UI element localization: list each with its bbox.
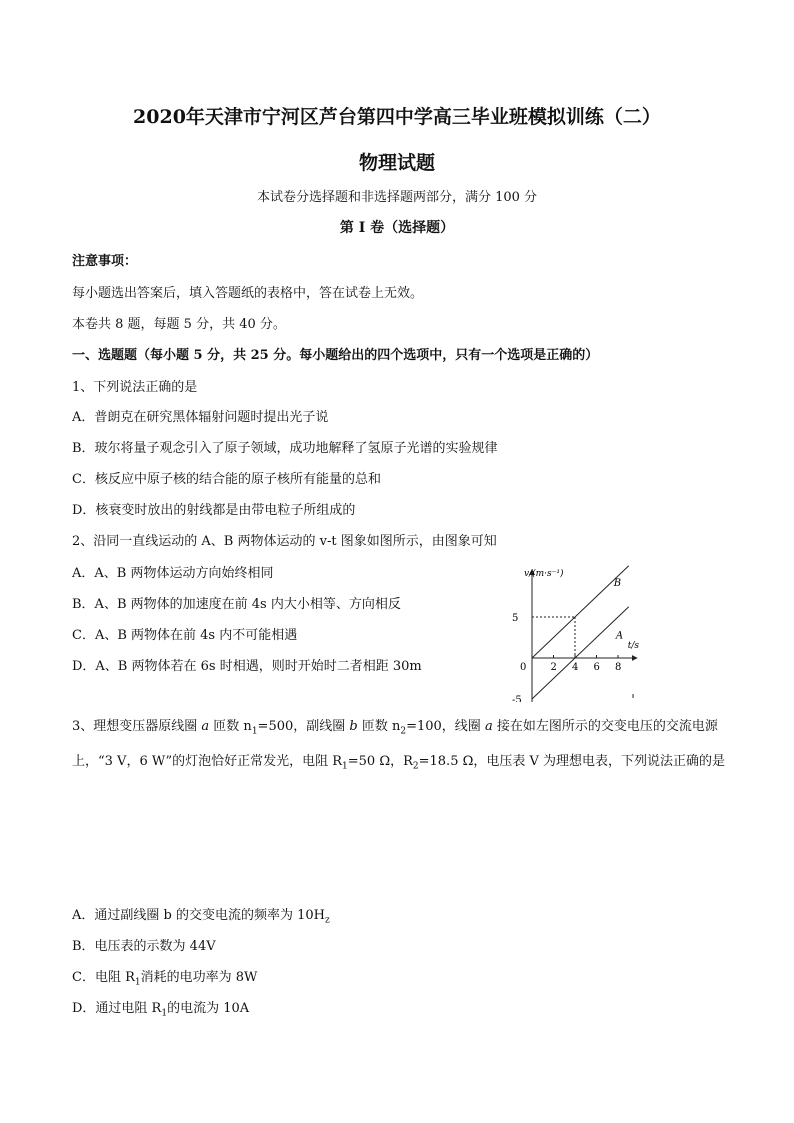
q3-option-c-post: 消耗的电功率为 8W (140, 970, 258, 985)
exam-intro: 本试卷分选择题和非选择题两部分，满分 100 分 (256, 190, 538, 205)
q3-option-c (72, 966, 257, 988)
q2-option-b: B．A、B 两物体的加速度在前 4s 内大小相等、方向相反 (72, 597, 401, 612)
vt-chart (500, 562, 660, 702)
q3-coil-b: b (349, 719, 358, 734)
q3-text-3: =500，副线圈 (257, 719, 350, 734)
q3-option-d-sub: 1 (161, 1008, 168, 1019)
x-tick-label: 2 (550, 662, 557, 673)
q3-option-b: B．电压表的示数为 44V (72, 939, 216, 954)
subject-title: 物理试题 (358, 152, 435, 174)
notes-line-1: 每小题选出答案后，填入答题纸的表格中，答在试卷上无效。 (72, 286, 424, 301)
q3-text-2: 匝数 n (209, 719, 252, 734)
q3-sub-2: 2 (400, 726, 407, 737)
x-tick-label: 0 (520, 662, 527, 673)
q3-text-6: 接在如左图所示的交变电压的交流电源上，“3 V，6 W”的灯泡恰好正常发光，电阻 R (72, 719, 718, 769)
q3-text-5: =100，线圈 (406, 719, 485, 734)
q3-option-c-sub: 1 (134, 977, 141, 988)
q2-stem: 2、沿同一直线运动的 A、B 两物体运动的 v-t 图象如图所示，由图象可知 (72, 534, 497, 549)
q2-option-a: A．A、B 两物体运动方向始终相同 (72, 566, 274, 581)
part1-heading: 一、选题题（每小题 5 分，共 25 分。每小题给出的四个选项中，只有一个选项是正确的） (72, 348, 599, 363)
x-axis-label: t/s (627, 641, 640, 651)
q3-option-a-sub: z (325, 915, 330, 926)
q3-text-7: =50 Ω，R (347, 753, 413, 769)
q1-option-b: B．玻尔将量子观念引入了原子领域，成功地解释了氢原子光谱的实验规律 (72, 441, 498, 456)
q1-option-c: C．核反应中原子核的结合能的原子核所有能量的总和 (72, 472, 381, 487)
q3-option-a-text: A．通过副线圈 b 的交变电流的频率为 10H (72, 908, 325, 923)
q1-stem: 1、下列说法正确的是 (72, 380, 198, 395)
y-axis-label: v/(m·s⁻¹) (524, 569, 564, 579)
q3-option-a (72, 904, 330, 926)
q3-coil-a2: a (484, 719, 493, 734)
q2-option-c: C．A、B 两物体在前 4s 内不可能相遇 (72, 628, 298, 643)
q1-option-d: D．核衰变时放出的射线都是由带电粒子所组成的 (72, 503, 356, 518)
q3-stem (72, 712, 732, 781)
series-label-b: B (613, 577, 622, 589)
q3-option-c-pre: C．电阻 R (72, 970, 135, 985)
q3-text-8: =18.5 Ω，电压表 V 为理想电表，下列说法正确的是 (418, 753, 726, 769)
notes-line-2: 本卷共 8 题，每题 5 分，共 40 分。 (72, 317, 286, 332)
x-tick-label: 4 (572, 662, 579, 673)
exam-title: 2020年天津市宁河区芦台第四中学高三毕业班模拟训练（二） (133, 106, 661, 128)
q3-coil-a: a (201, 719, 210, 734)
x-tick-label: 6 (593, 662, 600, 673)
notes-heading: 注意事项： (72, 254, 138, 269)
q3-option-d-post: 的电流为 10A (167, 1001, 250, 1016)
q3-text-4: 匝数 n (357, 719, 401, 734)
q3-sub-3: 1 (342, 761, 348, 772)
series-label-a: A (615, 630, 624, 642)
series-line-a (532, 607, 629, 699)
y-tick-label: -5 (512, 695, 522, 702)
q3-option-d-pre: D．通过电阻 R (72, 1001, 162, 1016)
x-tick-label: 8 (615, 662, 622, 673)
q1-option-a: A．普朗克在研究黑体辐射问题时提出光子说 (72, 410, 329, 425)
q3-sub-4: 2 (412, 761, 419, 772)
q3-text-1: 3、理想变压器原线圈 (72, 719, 202, 734)
section-title: 第 I 卷（选择题） (339, 220, 455, 236)
q2-option-d: D．A、B 两物体若在 6s 时相遇，则时开始时二者相距 30m (72, 659, 422, 674)
q3-sub-1: 1 (251, 726, 258, 737)
y-tick-label: 5 (512, 613, 519, 624)
q3-option-d (72, 997, 249, 1019)
